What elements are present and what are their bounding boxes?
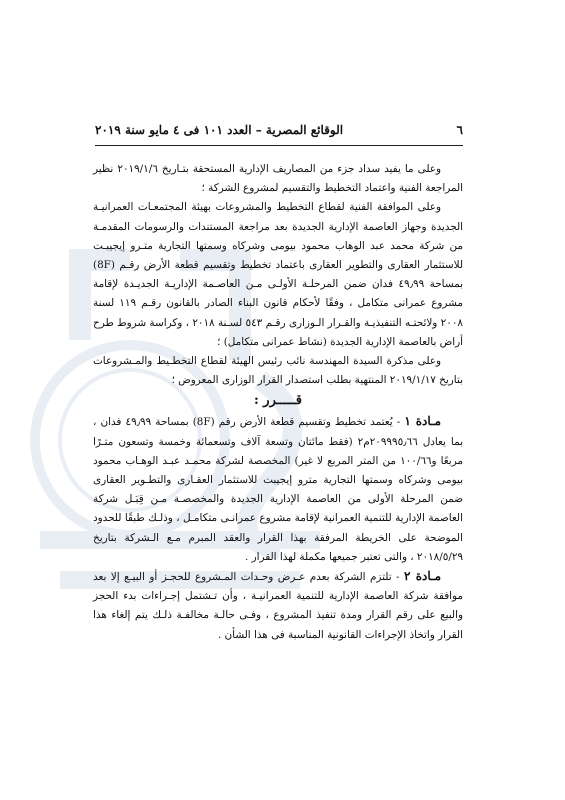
article-2 [93,567,463,645]
article-1-text: - يُعتمد تخطيط وتقسيم قطعة الأرض رقم (8F) بمساحة ٤٩٫٩٩ فدان ، بما يعادل ٢٠٩٩٩٥٫٦٦م٢ (فقط مائتان وتسعة آلاف وتسعمائة وخمسة وتسعون متـرًا مربعًا و١٠٠/٦٦ من المتر المربع لا غير) المخصصة لشركة محمـد عبـد الوهـاب محمود بيومى وشركاه وسمتها التجارية مترو إيجيبت للاستثمار العقـارى والتطـوير العقارى ضمن المرحلة الأولى من العاصمة الإدارية الجديدة والمخصصـة مـن قِبَـل شركة العاصمة الإدارية للتنمية العمرانية لإقامة مشروع عمرانـى متكامـل ، وذلـك طبقًا للحدود الموضحة على الخريطة المرفقة بهذا القرار والعقد المبرم مـع الـشركة بتاريخ ٢٠١٨/٥/٢٩ ، والتى تعتبر جميعها مكملة لهذا القرار . [93,416,463,563]
paragraph-technical-approval: وعلى الموافقة الفنية لقطاع التخطيط والمشروعات بهيئة المجتمعـات العمرانيـة الجديدة وجهاز العاصمة الإدارية الجديدة بعد مراجعة المستندات والرسومات المقدمـة من شركة محمد عبد الوهاب محمود بيومى وشركاه وسمتها التجارية متـرو إيجيبـت للاستثمار العقارى والتطوير العقارى باعتماد تخطيط وتقسيم قطعة الأرض رقـم (8F) بمساحة ٤٩٫٩٩ فدان ضمن المرحلـة الأولـى مـن العاصـمة الإداريـة الجديـدة لإقامة مشروع عمرانى متكامل ، وفقًا لأحكام قانون البناء الصادر بالقانون رقـم ١١٩ لسنة ٢٠٠٨ ولائحتـه التنفيذيـة والقـرار الـوزارى رقـم ٥٤٣ لسـنة ٢٠١٨ ، وكراسة شروط طرح أراض بالعاصمة الإدارية الجديدة (نشاط عمرانى متكامل) ؛ [93,201,463,348]
paragraph-memo: وعلى مذكرة السيدة المهندسة نائب رئيس الهيئة لقطاع التخطـيط والمـشروعات بتاريخ ٢٠١٩/١/١٧ المنتهية بطلب استصدار القرار الوزارى المعروض ؛ [93,355,463,387]
header-divider [95,145,463,146]
document-body [93,160,463,645]
gazette-title: الوقائع المصرية – العدد ١٠١ فى ٤ مايو سنة ٢٠١٩ [95,123,344,137]
article-2-label: مـادة ٢ [404,569,441,584]
page-header [95,123,463,141]
article-1 [93,412,463,567]
article-1-label: مـادة ١ [404,414,441,429]
paragraph-payment: وعلى ما يفيد سداد جزء من المصاريف الإدارية المستحقة بتـاريخ ٢٠١٩/١/٦ نظير المراجعة الفنية واعتماد التخطيط والتقسيم لمشروع الشركة ؛ [93,163,463,195]
page-number: ٦ [456,123,463,137]
article-2-text: - تلتزم الشركة بعدم عـرض وحـدات المـشروع للحجـز أو البيـع إلا بعد موافقة شركة العاصمة الإدارية للتنمية العمرانيـة ، وأن تـشتمل إجـراءات بدء الحجز والبيع على رقم القرار ومدة تنفيذ المشروع ، وفـى حالـة مخالفـة ذلـك يتم إلغاء هذا القرار واتخاذ الإجراءات القانونية المناسبة فى هذا الشأن . [93,571,463,641]
decision-heading: قـــــرر : [253,393,303,409]
